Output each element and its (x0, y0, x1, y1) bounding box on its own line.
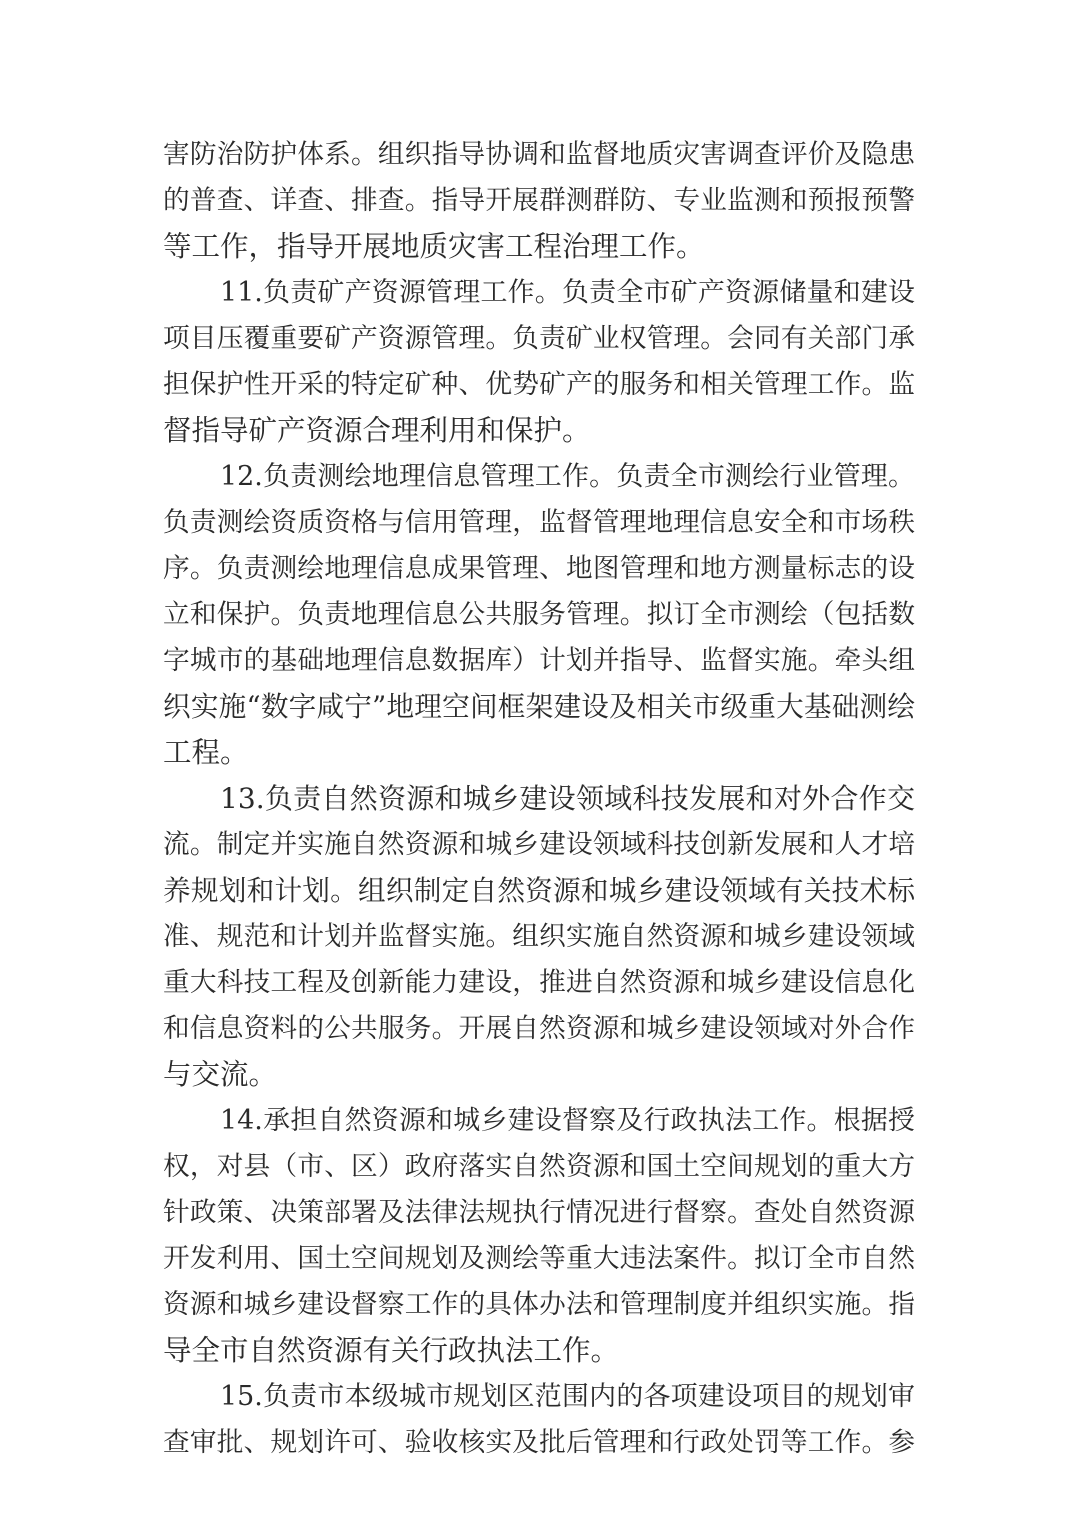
paragraph-item-12 (163, 454, 915, 776)
paragraph-item-14 (163, 1098, 915, 1374)
text-line: 序。负责测绘地理信息成果管理、地图管理和地方测量标志的设 (163, 553, 915, 584)
text-line: 15.负责市本级城市规划区范围内的各项建设项目的规划审 (220, 1381, 915, 1412)
text-line: 和信息资料的公共服务。开展自然资源和城乡建设领域对外合作 (163, 1013, 915, 1044)
text-line: 督指导矿产资源合理利用和保护。 (163, 414, 591, 447)
text-line: 流。制定并实施自然资源和城乡建设领域科技创新发展和人才培 (163, 829, 915, 860)
text-line: 字城市的基础地理信息数据库）计划并指导、监督实施。牵头组 (163, 645, 915, 676)
text-line: 害防治防护体系。组织指导协调和监督地质灾害调查评价及隐患 (163, 139, 915, 170)
text-line: 11.负责矿产资源管理工作。负责全市矿产资源储量和建设 (220, 277, 915, 308)
text-line: 12.负责测绘地理信息管理工作。负责全市测绘行业管理。 (220, 461, 915, 492)
text-line: 权，对县（市、区）政府落实自然资源和国土空间规划的重大方 (163, 1151, 915, 1182)
paragraph-item-15 (163, 1374, 915, 1466)
text-line: 导全市自然资源有关行政执法工作。 (163, 1334, 620, 1367)
paragraph-continuation (163, 132, 915, 270)
text-line: 工程。 (163, 736, 249, 769)
text-line: 等工作，指导开展地质灾害工程治理工作。 (163, 230, 705, 263)
document-body (163, 132, 915, 1466)
text-line: 立和保护。负责地理信息公共服务管理。拟订全市测绘（包括数 (163, 599, 915, 630)
text-line: 织实施“数字咸宁”地理空间框架建设及相关市级重大基础测绘 (163, 690, 915, 723)
text-line: 13.负责自然资源和城乡建设领域科技发展和对外合作交 (220, 782, 915, 815)
text-line: 项目压覆重要矿产资源管理。负责矿业权管理。会同有关部门承 (163, 323, 915, 354)
text-line: 重大科技工程及创新能力建设，推进自然资源和城乡建设信息化 (163, 967, 915, 998)
paragraph-item-13 (163, 776, 915, 1098)
text-line: 准、规范和计划并监督实施。组织实施自然资源和城乡建设领域 (163, 921, 915, 952)
text-line: 资源和城乡建设督察工作的具体办法和管理制度并组织实施。指 (163, 1289, 915, 1320)
text-line: 养规划和计划。组织制定自然资源和城乡建设领域有关技术标 (163, 874, 915, 907)
text-line: 负责测绘资质资格与信用管理，监督管理地理信息安全和市场秩 (163, 507, 915, 538)
paragraph-item-11 (163, 270, 915, 454)
text-line: 的普查、详查、排查。指导开展群测群防、专业监测和预报预警 (163, 185, 915, 216)
text-line: 担保护性开采的特定矿种、优势矿产的服务和相关管理工作。监 (163, 369, 915, 400)
text-line: 查审批、规划许可、验收核实及批后管理和行政处罚等工作。参 (163, 1427, 915, 1458)
text-line: 与交流。 (163, 1058, 278, 1091)
text-line: 14.承担自然资源和城乡建设督察及行政执法工作。根据授 (220, 1105, 915, 1136)
text-line: 针政策、决策部署及法律法规执行情况进行督察。查处自然资源 (163, 1197, 915, 1228)
text-line: 开发利用、国土空间规划及测绘等重大违法案件。拟订全市自然 (163, 1243, 915, 1274)
